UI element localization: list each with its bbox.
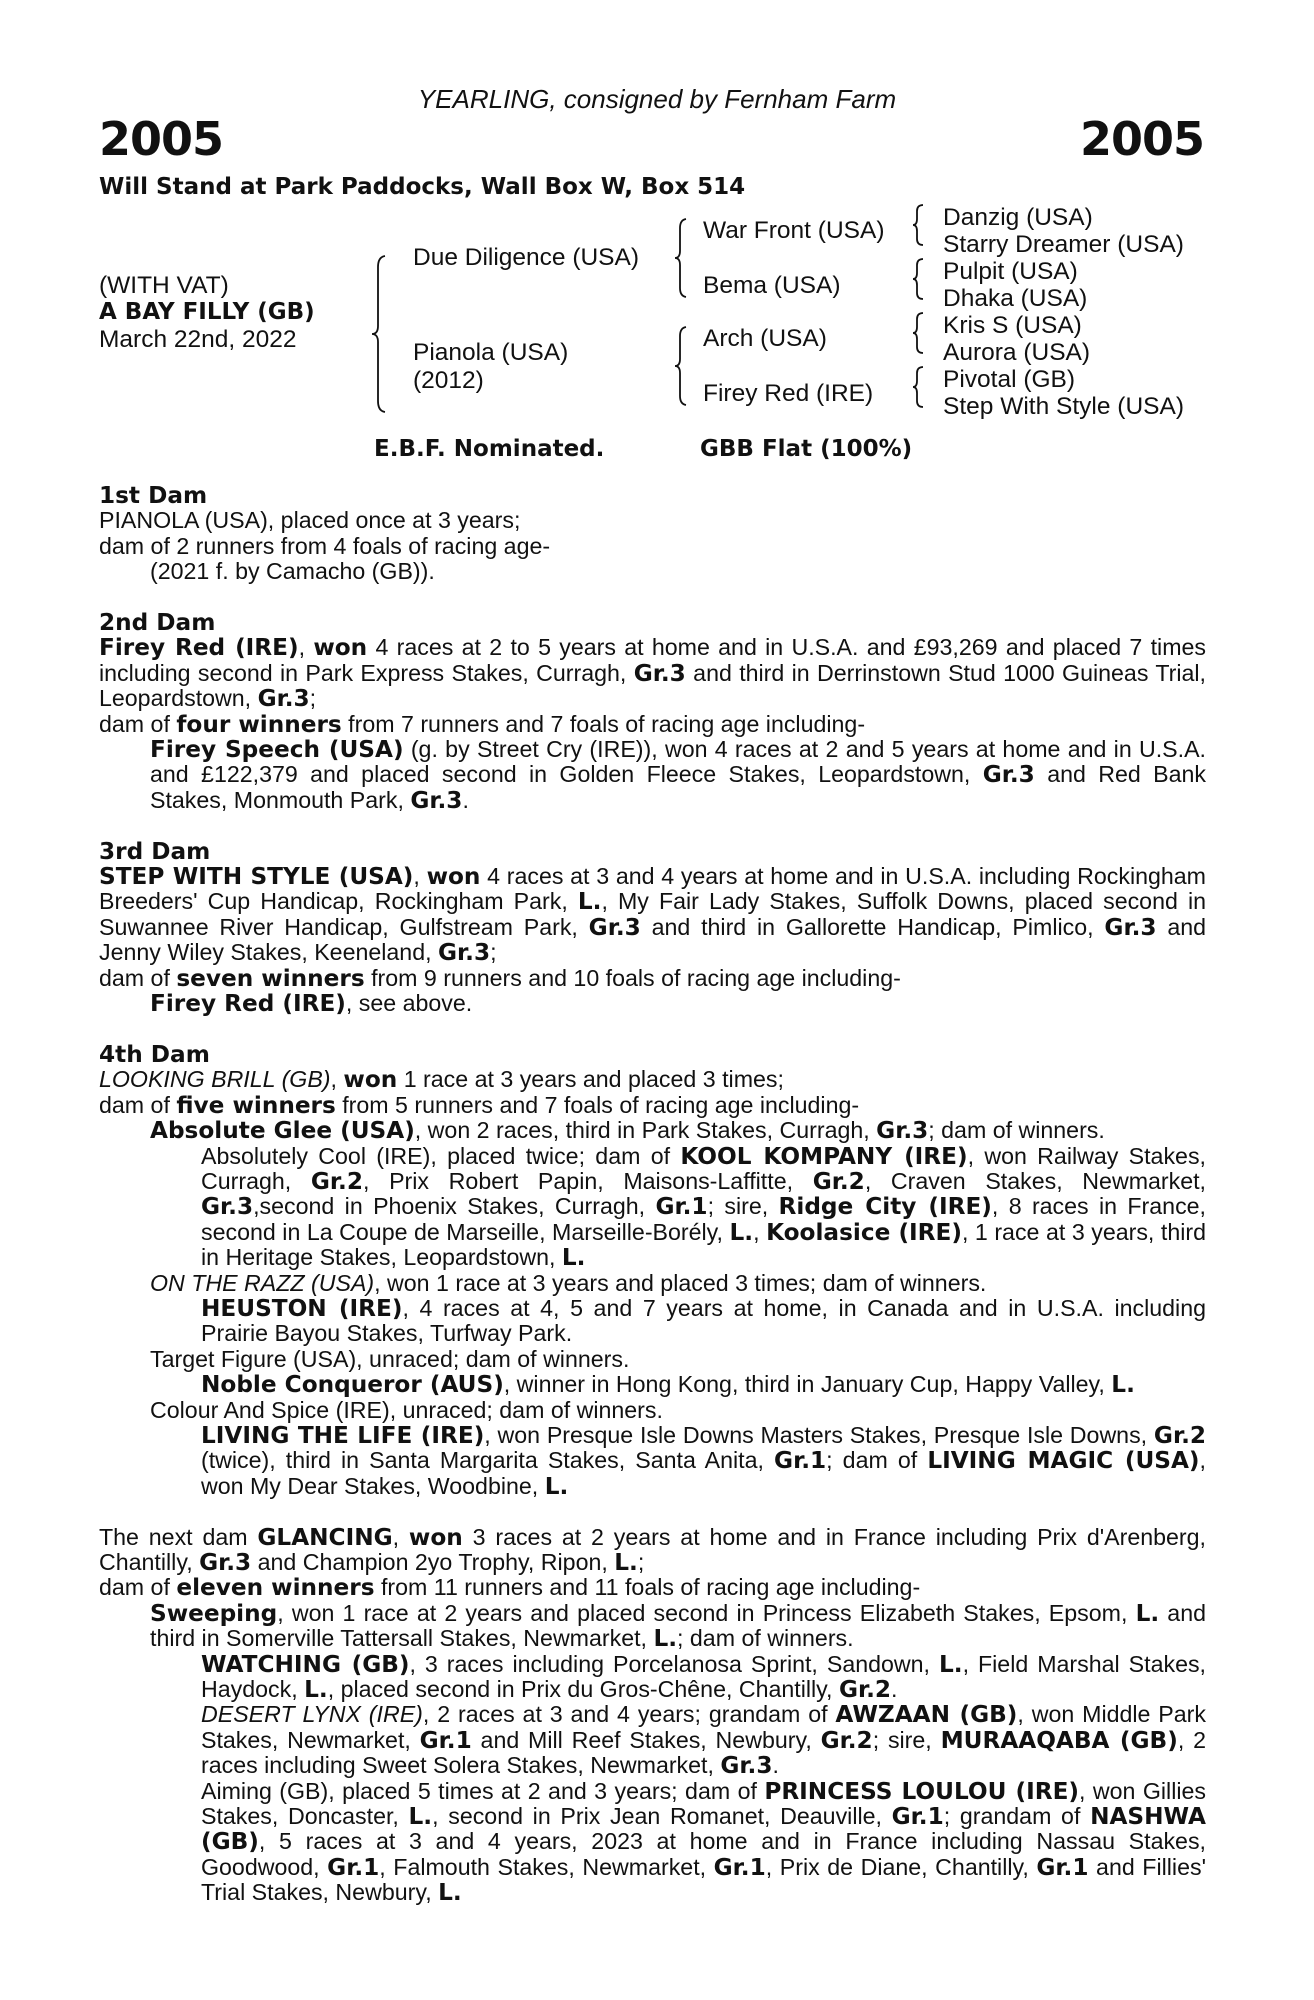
text: from 11 runners and 11 foals of racing age including- [374,1574,921,1601]
pedigree-sire-dam: Bema (USA) [703,272,841,299]
bold-text: Gr.2 [838,1676,892,1704]
text: , winner in Hong Kong, third in January Cup, Happy Valley, [503,1371,1112,1398]
text: dam of [99,710,177,737]
pedigree-g3-1: Danzig (USA) [943,204,1093,231]
bracket-sire-parents [674,218,692,298]
bold-text: PRINCESS LOULOU (IRE) [764,1777,1080,1805]
pedigree-dam-year: (2012) [413,367,484,394]
pedigree-paragraph [99,1118,1206,1143]
bold-text: seven winners [176,964,365,992]
bold-text: Koolasice (IRE) [766,1218,962,1246]
text: , Prix Robert Papin, Maisons-Laffitte, [362,1167,813,1194]
italic-text: ON THE RAZZ (USA) [150,1269,375,1296]
text: , Field Marshal Stakes, Haydock, [201,1650,1206,1703]
text: ; dam of winners. [928,1117,1105,1144]
pedigree-paragraph [99,1347,1206,1372]
text: (2021 f. by Camacho (GB)). [150,558,435,585]
bold-text: won [343,1066,398,1094]
bold-text: NASHWA (GB) [201,1803,1206,1856]
text: , placed second in Prix du Gros-Chêne, Chantilly, [327,1676,839,1703]
text: , Prix de Diane, Chantilly, [765,1853,1037,1880]
bracket-g3-3 [912,312,928,354]
pedigree-paragraph [99,1093,1206,1118]
pedigree-paragraph [99,1372,1206,1397]
pedigree-paragraph [99,737,1206,813]
bold-text: WATCHING (GB) [201,1650,410,1678]
bold-text: L. [1111,1371,1135,1399]
text: 4 races at 3 and 4 years at home and in U.S.A. including Rockingham Breeders' Cup Handicap, Rockingham Park, [99,863,1206,915]
text: ; [309,685,317,712]
bold-text: Absolute Glee (USA) [150,1117,415,1145]
pedigree-dam-dam: Firey Red (IRE) [703,380,874,407]
text: and Champion 2yo Trophy, Ripon, [251,1549,615,1575]
section-gap [99,1499,1206,1524]
bracket-g3-1 [912,204,928,246]
bold-text: Gr.2 [812,1167,865,1195]
section-heading: 4th Dam [99,1040,210,1068]
foaling-date: March 22nd, 2022 [99,326,297,353]
lot-number-right: 2005 [1079,112,1204,166]
pedigree-paragraph [99,1575,1206,1600]
bold-text: Noble Conqueror (AUS) [201,1371,504,1399]
text: , [413,863,427,890]
bold-text: four winners [176,710,342,738]
bold-text: Gr.3 [982,761,1035,789]
bracket-g3-4 [912,366,928,408]
bold-text: L. [544,1472,569,1500]
text: 3 races at 2 years at home and in France including Prix d'Arenberg, Chantilly, [99,1523,1206,1575]
bold-text: eleven winners [176,1574,375,1602]
italic-text: DESERT LYNX (IRE) [201,1701,423,1728]
text: , won Gillies Stakes, Doncaster, [201,1777,1206,1830]
bold-text: L. [577,888,602,916]
text: . [772,1752,779,1779]
pedigree-paragraph [99,712,1206,737]
text: and third in Derrinstown Stud 1000 Guineas Trial, Leopardstown, [99,659,1206,712]
bold-text: five winners [176,1091,336,1119]
text: dam of [99,964,177,991]
text: and Jenny Wiley Stakes, Keeneland, [99,913,1207,966]
pedigree-paragraph [99,1652,1206,1703]
section-gap [99,1017,1206,1042]
pedigree-paragraph [99,1398,1206,1423]
text: ; [637,1549,645,1575]
bold-text: Gr.3 [588,913,641,941]
bold-text: Gr.3 [437,939,491,967]
text: The next dam [99,1523,258,1550]
section-heading: 3rd Dam [99,837,211,865]
text: , won Presque Isle Downs Masters Stakes, Presque Isle Downs, [484,1421,1154,1448]
bold-text: Gr.3 [720,1752,773,1780]
bold-text: STEP WITH STYLE (USA) [99,863,414,891]
text: ; [490,939,497,966]
pedigree-paragraph [99,508,1206,533]
section-heading: 1st Dam [99,482,208,509]
text: , won My Dear Stakes, Woodbine, [201,1447,1206,1499]
bold-text: Firey Red (IRE) [99,634,299,662]
text: , [753,1218,767,1245]
text: ; dam of [826,1447,928,1474]
bold-text: AWZAAN (GB) [835,1701,1018,1729]
text: , won 2 races, third in Park Stakes, Curragh, [414,1117,877,1144]
text: from 5 runners and 7 foals of racing age including- [335,1091,860,1118]
text: , see above. [345,990,473,1017]
bold-text: Gr.1 [891,1803,944,1831]
bold-text: Gr.2 [820,1726,873,1754]
bold-text: L. [561,1244,586,1272]
text: . [891,1676,898,1703]
text: and Fillies' Trial Stakes, Newbury, [201,1853,1206,1906]
pedigree-paragraph [99,1067,1206,1092]
text: , 3 races including Porcelanosa Sprint, Sandown, [409,1650,939,1677]
catalogue-notes [99,483,1206,1906]
bold-text: L. [1135,1599,1160,1627]
pedigree-g3-2: Starry Dreamer (USA) [943,231,1184,258]
italic-text: LOOKING BRILL (GB) [99,1066,331,1093]
pedigree-g3-4: Dhaka (USA) [943,285,1088,312]
pedigree-paragraph [99,1423,1206,1499]
bold-text: Firey Speech (USA) [150,736,404,764]
vat-note: (WITH VAT) [99,272,229,299]
text: (twice), third in Santa Margarita Stakes, Santa Anita, [201,1447,775,1474]
bold-text: won [313,634,368,662]
bold-text: L. [938,1650,963,1678]
gbb-flat: GBB Flat (100%) [700,436,913,462]
bold-text: Gr.3 [633,659,686,687]
text: , [298,634,314,661]
text: , won Middle Park Stakes, Newmarket, [201,1701,1206,1753]
bold-text: Gr.3 [199,1549,252,1576]
bold-text: HEUSTON (IRE) [201,1294,403,1322]
text: , 2 races at 3 and 4 years; grandam of [422,1701,836,1728]
pedigree-g3-5: Kris S (USA) [943,312,1082,339]
pedigree-paragraph [99,1702,1206,1778]
text: 4 races at 2 to 5 years at home and in U.S.A. and £93,269 and placed 7 times including second in Park Express Stakes, Curragh, [99,634,1206,686]
pedigree-sire: Due Diligence (USA) [413,244,640,271]
pedigree-paragraph [99,635,1206,711]
section-heading: 2nd Dam [99,609,216,637]
bold-text: Ridge City (IRE) [778,1193,992,1221]
bold-text: KOOL KOMPANY (IRE) [680,1142,968,1170]
pedigree-paragraph [99,1601,1206,1652]
bold-text: L. [304,1676,328,1704]
text: from 7 runners and 7 foals of racing age including- [341,710,866,737]
text: Colour And Spice (IRE), unraced; dam of winners. [150,1396,663,1423]
text: , 5 races at 3 and 4 years, 2023 at home and in France including Nassau Stakes, Goodwood, [201,1828,1206,1880]
text: , won 1 race at 3 years and placed 3 times; dam of winners. [374,1269,987,1296]
text: ,second in Phoenix Stakes, Curragh, [253,1193,656,1220]
pedigree-paragraph [99,1144,1206,1271]
text: ; grandam of [943,1803,1091,1830]
pedigree-dam: Pianola (USA) [413,339,569,366]
text: dam of [99,1574,177,1601]
bold-text: L. [438,1879,462,1907]
bold-text: Gr.1 [774,1447,827,1475]
pedigree-sire-sire: War Front (USA) [703,217,885,244]
text: , [392,1523,409,1550]
text: , [330,1066,344,1093]
pedigree-g3-7: Pivotal (GB) [943,366,1076,393]
text: , 8 races in France, second in La Coupe de Marseille, Marseille-Borély, [201,1193,1206,1245]
bold-text: Gr.1 [1036,1853,1089,1881]
text: , My Fair Lady Stakes, Suffolk Downs, placed second in Suwannee River Handicap, Gulfstream Park, [99,888,1206,940]
text: , 2 races including Sweet Solera Stakes, Newmarket, [201,1726,1206,1779]
text: and third in Somerville Tattersall Stakes, Newmarket, [150,1599,1206,1652]
bold-text: Gr.1 [655,1193,708,1221]
text: PIANOLA (USA), placed once at 3 years; [99,507,521,534]
bracket-parents [371,255,391,413]
pedigree-g3-6: Aurora (USA) [943,339,1091,366]
text: Absolutely Cool (IRE), placed twice; dam of [201,1142,681,1169]
horse-name: A BAY FILLY (GB) [99,299,315,325]
text: , 1 race at 3 years, third in Heritage Stakes, Leopardstown, [201,1218,1206,1271]
consignor-line: YEARLING, consigned by Fernham Farm [417,84,897,114]
text: , Falmouth Stakes, Newmarket, [379,1853,714,1880]
text: from 9 runners and 10 foals of racing age including- [364,964,901,991]
text: Target Figure (USA), unraced; dam of winners. [150,1345,630,1372]
text: . [462,786,469,813]
text: and Red Bank Stakes, Monmouth Park, [150,761,1207,813]
ebf-nominated: E.B.F. Nominated. [374,436,605,462]
bold-text: LIVING MAGIC (USA) [927,1447,1200,1475]
pedigree-g3-8: Step With Style (USA) [943,393,1184,420]
text: , Craven Stakes, Newmarket, [864,1167,1207,1194]
text: ; sire, [707,1193,779,1220]
bold-text: Gr.3 [1104,913,1157,941]
bold-text: Gr.1 [327,1853,380,1881]
bold-text: GLANCING [257,1523,393,1551]
section-gap [99,585,1206,610]
text: dam of 2 runners from 4 foals of racing age- [99,532,551,559]
bold-text: Firey Red (IRE) [150,990,346,1018]
pedigree-paragraph [99,966,1206,991]
pedigree-dam-sire: Arch (USA) [703,325,827,352]
text: Aiming (GB), placed 5 times at 2 and 3 years; dam of [201,1777,765,1804]
pedigree-paragraph [99,1525,1206,1576]
bold-text: Gr.3 [201,1193,254,1221]
bold-text: Gr.2 [1153,1421,1207,1449]
bold-text: L. [408,1803,433,1831]
text: , 4 races at 4, 5 and 7 years at home, in Canada and in U.S.A. including Prairie Bayou Stakes, Turfway Park. [201,1294,1206,1347]
bold-text: Sweeping [150,1599,278,1627]
bold-text: Gr.1 [419,1726,472,1754]
text: , won Railway Stakes, Curragh, [201,1142,1206,1194]
pedigree-paragraph [99,1296,1206,1347]
text: , won 1 race at 2 years and placed second in Princess Elizabeth Stakes, Epsom, [277,1599,1136,1626]
text: ; sire, [872,1726,941,1753]
section-gap [99,813,1206,838]
bold-text: MURAAQABA (GB) [940,1726,1178,1754]
text: (g. by Street Cry (IRE)), won 4 races at 2 and 5 years at home and in U.S.A. and £122,379 and placed second in Golden Fleece Stakes, Leopardstown, [150,736,1206,788]
bold-text: L. [614,1549,638,1576]
pedigree-paragraph [99,1271,1206,1296]
bold-text: won [408,1523,463,1551]
bold-text: Gr.3 [257,685,310,713]
text: 1 race at 3 years and placed 3 times; [397,1066,784,1093]
bracket-dam-parents [674,326,692,406]
text: ; dam of winners. [677,1625,854,1652]
bold-text: Gr.3 [410,786,463,814]
bold-text: Gr.1 [713,1853,766,1881]
text: , second in Prix Jean Romanet, Deauville, [432,1803,892,1830]
text: dam of [99,1091,177,1118]
pedigree-paragraph [99,991,1206,1016]
pedigree-paragraph [99,534,1206,559]
bold-text: won [426,863,481,891]
lot-number-left: 2005 [99,112,224,166]
bold-text: L. [729,1218,754,1246]
text: and third in Gallorette Handicap, Pimlico, [640,913,1105,940]
text: and Mill Reef Stakes, Newbury, [471,1726,821,1753]
bold-text: Gr.3 [876,1117,929,1145]
pedigree-paragraph [99,1779,1206,1906]
pedigree-paragraph [99,559,1206,584]
stand-location: Will Stand at Park Paddocks, Wall Box W, Box 514 [99,174,746,200]
bold-text: L. [653,1625,678,1653]
pedigree-paragraph [99,864,1206,966]
bold-text: Gr.2 [310,1167,363,1195]
bracket-g3-2 [912,258,928,300]
pedigree-g3-3: Pulpit (USA) [943,258,1078,285]
bold-text: LIVING THE LIFE (IRE) [201,1421,485,1449]
